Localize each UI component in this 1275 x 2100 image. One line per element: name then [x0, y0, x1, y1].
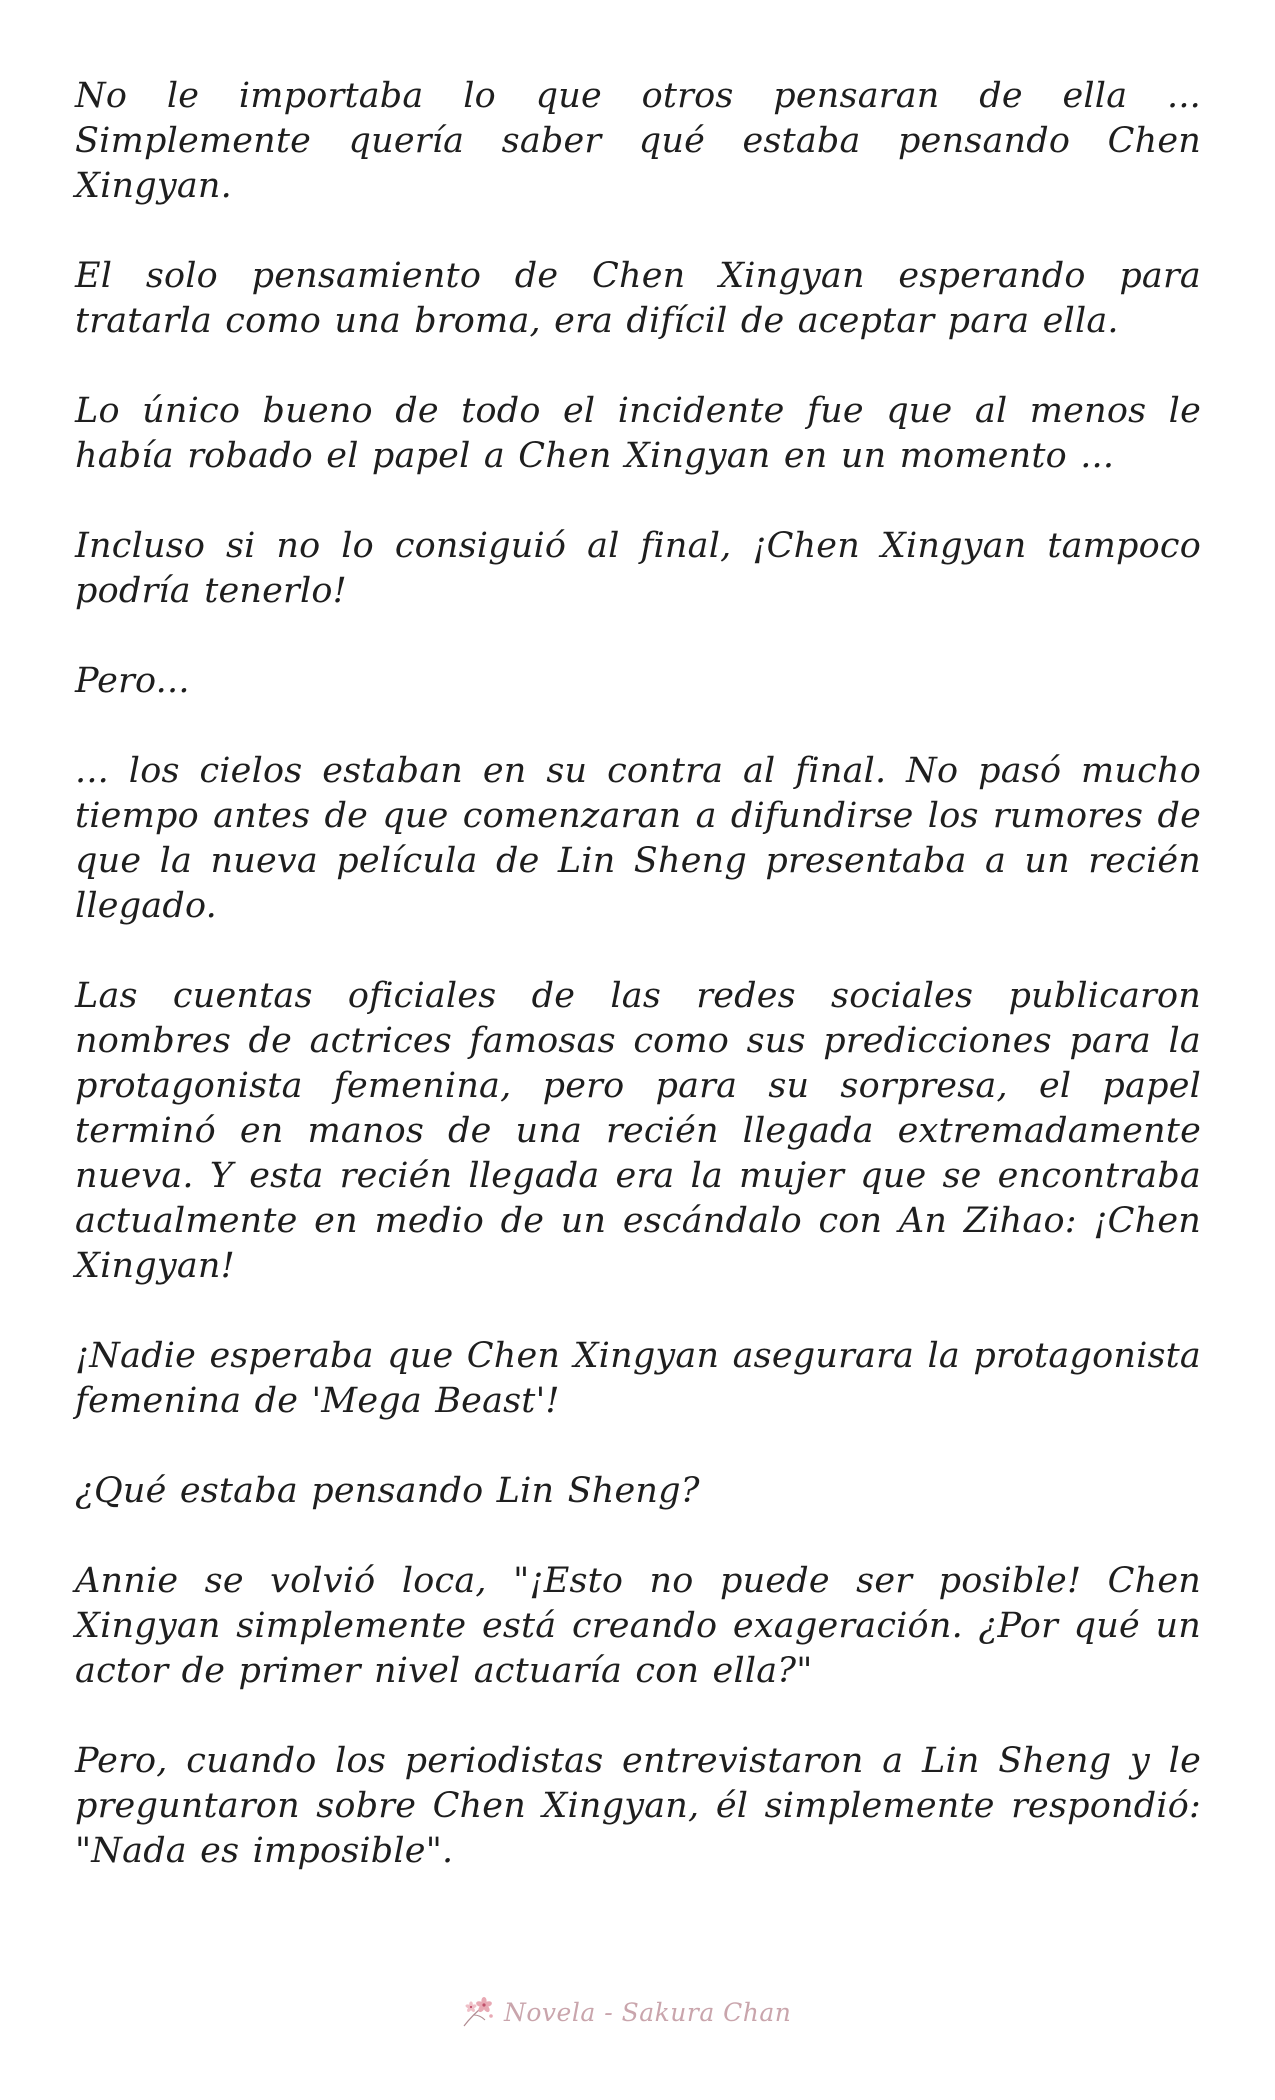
- paragraph: Annie se volvió loca, "¡Esto no puede ser posible! Chen Xingyan simplemente está creando exageración. ¿Por qué un actor de primer nivel actuaría con ella?": [75, 1561, 1201, 1691]
- sakura-flower-icon: [460, 1996, 498, 2028]
- watermark: [460, 1994, 791, 2030]
- paragraph: El solo pensamiento de Chen Xingyan esperando para tratarla como una broma, era difícil de aceptar para ella.: [75, 256, 1201, 341]
- paragraph: ¡Nadie esperaba que Chen Xingyan asegurara la protagonista femenina de 'Mega Beast'!: [75, 1336, 1201, 1421]
- paragraph: Pero...: [75, 661, 190, 701]
- paragraph: Pero, cuando los periodistas entrevistaron a Lin Sheng y le preguntaron sobre Chen Xingyan, él simplemente respondió: "Nada es imposible".: [75, 1741, 1201, 1871]
- paragraph: ¿Qué estaba pensando Lin Sheng?: [75, 1471, 700, 1511]
- paragraph: No le importaba lo que otros pensaran de ella ... Simplemente quería saber qué estaba pensando Chen Xingyan.: [75, 76, 1201, 206]
- paragraph: Incluso si no lo consiguió al final, ¡Chen Xingyan tampoco podría tenerlo!: [75, 526, 1201, 611]
- watermark-text: Novela - Sakura Chan: [504, 1997, 792, 2027]
- paragraph: ... los cielos estaban en su contra al final. No pasó mucho tiempo antes de que comenzaran a difundirse los rumores de que la nueva película de Lin Sheng presentaba a un recién llegado.: [75, 751, 1201, 926]
- chapter-text: [75, 74, 1201, 1874]
- paragraph: Lo único bueno de todo el incidente fue que al menos le había robado el papel a Chen Xingyan en un momento ...: [75, 391, 1201, 476]
- paragraph: Las cuentas oficiales de las redes sociales publicaron nombres de actrices famosas como sus predicciones para la protagonista femenina, pero para su sorpresa, el papel terminó en manos de una recién llegada extremadamente nueva. Y esta recién llegada era la mujer que se encontraba actualmente en medio de un escándalo con An Zihao: ¡Chen Xingyan!: [75, 976, 1201, 1286]
